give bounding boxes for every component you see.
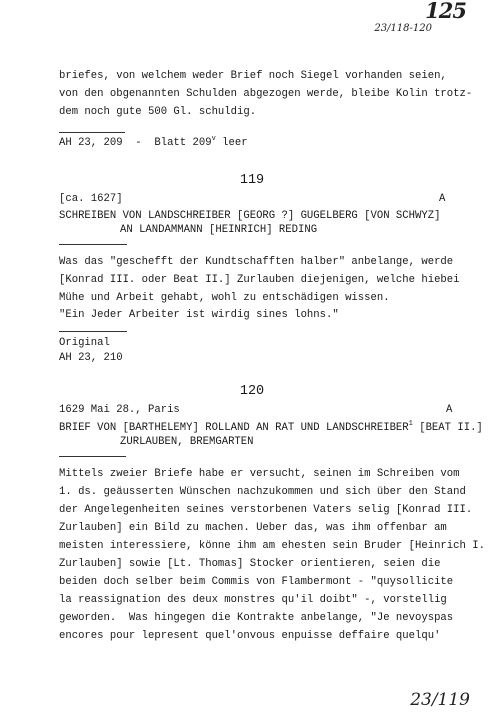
source-note-suffix: leer	[215, 137, 248, 149]
page-reference: 23/118-120	[374, 23, 432, 34]
doc120-body-line-5: meisten interessiere, könne ihm am ehesten sein Bruder [Heinrich I.	[59, 540, 485, 552]
doc120-body-line-4: Zurlauben] ein Bild zu machen. Ueber das, was ihm offenbar am	[59, 522, 447, 534]
doc120-body-line-7: beiden doch selber beim Commis von Flambermont - "quysollicite	[59, 576, 454, 588]
intro-line-1: briefes, von welchem weder Brief noch Siegel vorhanden seien,	[59, 70, 447, 82]
document-number-120: 120	[239, 384, 265, 399]
handwritten-archive-mark: 23/119	[410, 690, 470, 710]
doc119-body-line-4: "Ein Jeder Arbeiter ist wirdig sines lohns."	[59, 309, 339, 321]
handwritten-page-number: 125	[425, 0, 466, 23]
doc120-title-line-2: ZURLAUBEN, BREMGARTEN	[120, 436, 254, 448]
doc119-language: A	[439, 193, 446, 205]
doc120-body-line-2: 1. ds. geäusserten Wünschen nachzukommen und sich über den Stand	[59, 486, 466, 498]
footnote-marker: 1	[408, 420, 413, 428]
intro-line-2: von den obgenannten Schulden abgezogen werde, bleibe Kolin trotz-	[59, 88, 473, 100]
doc119-date: [ca. 1627]	[59, 193, 123, 205]
source-note-sup: v	[211, 135, 216, 143]
source-note-text: AH 23, 209 - Blatt 209	[59, 137, 212, 149]
doc120-body-line-6: Zurlauben] sowie [Lt. Thomas] Stocker orientieren, seien die	[59, 558, 441, 570]
doc119-source-line-2: AH 23, 210	[59, 352, 123, 364]
doc119-source-line-1: Original	[59, 337, 110, 349]
doc119-title-line-2: AN LANDAMMANN [HEINRICH] REDING	[120, 224, 318, 236]
divider-rule	[59, 331, 127, 332]
doc120-body-line-3: der Angelegenheiten seines verstorbenen Vaters selig [Konrad III.	[59, 504, 473, 516]
doc120-date: 1629 Mai 28., Paris	[59, 404, 180, 416]
intro-line-3: dem noch gute 500 Gl. schuldig.	[59, 106, 257, 118]
doc120-language: A	[446, 404, 453, 416]
divider-rule	[59, 244, 127, 245]
doc119-body-line-3: Mühe und Arbeit gehabt, wohl zu entschädigen wissen.	[59, 292, 390, 304]
divider-rule	[59, 132, 125, 133]
doc120-title-text: BRIEF VON [BARTHELEMY] ROLLAND AN RAT UND LANDSCHREIBER	[59, 422, 409, 434]
source-note-118	[59, 134, 248, 152]
doc119-body-line-1: Was das "geschefft der Kundtschafften halber" anbelange, werde	[59, 256, 454, 268]
doc120-body-line-10: encores pour lepresent quel'onvous enpuisse deffaire quelqu'	[59, 630, 441, 642]
doc120-body-line-1: Mittels zweier Briefe habe er versucht, seinen im Schreiben vom	[59, 468, 460, 480]
divider-rule	[59, 456, 126, 457]
doc120-body-line-8: la reassignation des deux monstres qu'il doibt" -, vorstellig	[59, 594, 447, 606]
doc119-body-line-2: [Konrad III. oder Beat II.] Zurlauben diejenigen, welche hiebei	[59, 274, 460, 286]
doc120-body-line-9: geworden. Was hingegen die Kontrakte anbelange, "Je nevoyspas	[59, 612, 454, 624]
doc120-title-text-end: [BEAT II.]	[412, 422, 483, 434]
doc119-title-line-1: SCHREIBEN VON LANDSCHREIBER [GEORG ?] GUGELBERG [VON SCHWYZ]	[59, 210, 441, 222]
document-number-119: 119	[239, 173, 265, 188]
